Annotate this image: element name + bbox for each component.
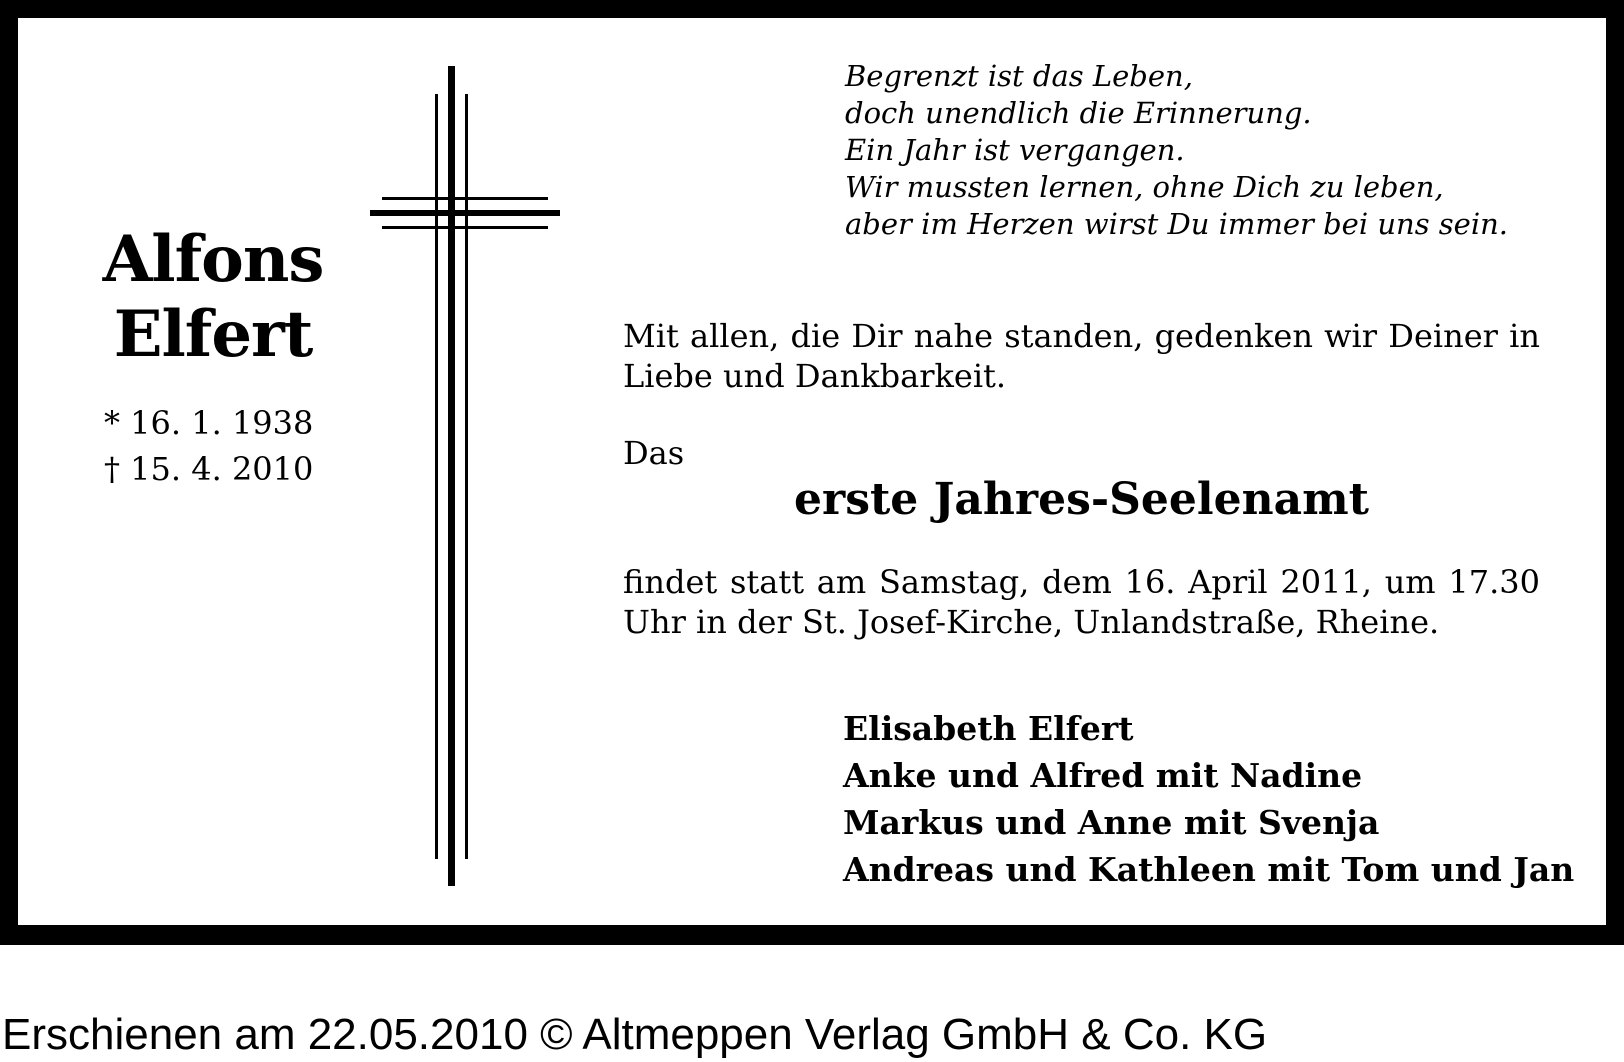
poem-line: doch unendlich die Erinnerung. bbox=[845, 96, 1312, 130]
poem-line: aber im Herzen wirst Du immer bei uns sein. bbox=[845, 207, 1509, 241]
publication-footer: Erschienen am 22.05.2010 © Altmeppen Verlag GmbH & Co. KG bbox=[2, 1010, 1268, 1059]
poem-line: Ein Jahr ist vergangen. bbox=[845, 133, 1185, 167]
birth-date: * 16. 1. 1938 bbox=[104, 404, 314, 442]
signer-name: Elisabeth Elfert bbox=[843, 709, 1134, 748]
remembrance-text: Mit allen, die Dir nahe standen, gedenken wir Deiner in Liebe und Dankbarkeit. bbox=[623, 317, 1540, 395]
deceased-last-name: Elfert bbox=[113, 297, 313, 372]
signer-name: Markus und Anne mit Svenja bbox=[843, 803, 1380, 842]
signer-name: Anke und Alfred mit Nadine bbox=[843, 756, 1363, 795]
signers-list bbox=[843, 705, 1574, 893]
signer-name: Andreas und Kathleen mit Tom und Jan bbox=[843, 850, 1575, 889]
life-dates bbox=[104, 400, 313, 492]
service-title: erste Jahres-Seelenamt bbox=[794, 474, 1369, 525]
cross-icon bbox=[370, 66, 560, 886]
poem-line: Begrenzt ist das Leben, bbox=[845, 59, 1193, 93]
poem-line: Wir mussten lernen, ohne Dich zu leben, bbox=[845, 170, 1444, 204]
das-text: Das bbox=[623, 434, 685, 472]
memorial-poem bbox=[845, 58, 1508, 243]
death-date: † 15. 4. 2010 bbox=[104, 450, 314, 488]
deceased-first-name: Alfons bbox=[102, 222, 324, 297]
service-details: findet statt am Samstag, dem 16. April 2011, um 17.30 Uhr in der St. Josef-Kirche, Unlandstraße, Rheine. bbox=[623, 563, 1540, 641]
